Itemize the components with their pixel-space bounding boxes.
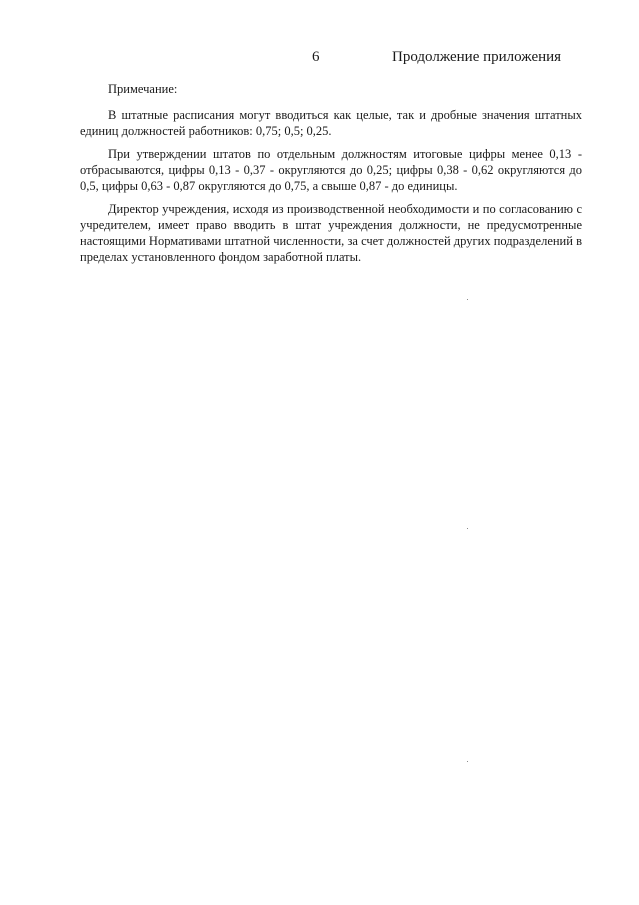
scan-speck [467, 761, 468, 762]
continuation-title: Продолжение приложения [392, 49, 562, 65]
note-paragraph-fractional-units: В штатные расписания могут вводиться как целые, так и дробные значения штатных единиц должностей работников: 0,75; 0,5; 0,25. [80, 108, 582, 138]
note-paragraph-director-rights: Директор учреждения, исходя из производственной необходимости и по согласованию с учредителем, имеет право вводить в штат учреждения должности, не предусмотренные настоящими Нормативами штатной численности, за счет должностей других подразделений в пределах установленного фондом заработной платы. [80, 202, 582, 264]
note-paragraph-rounding-rules: При утверждении штатов по отдельным должностям итоговые цифры менее 0,13 - отбрасываются, цифры 0,13 - 0,37 - округляются до 0,25; цифры 0,38 - 0,62 округляются до 0,5, цифры 0,63 - 0,87 округляются до 0,75, а свыше 0,87 - до единицы. [80, 147, 582, 193]
note-heading: Примечание: [108, 82, 178, 96]
scan-speck [467, 299, 468, 300]
page-number: 6 [312, 49, 320, 65]
scan-speck [467, 528, 468, 529]
